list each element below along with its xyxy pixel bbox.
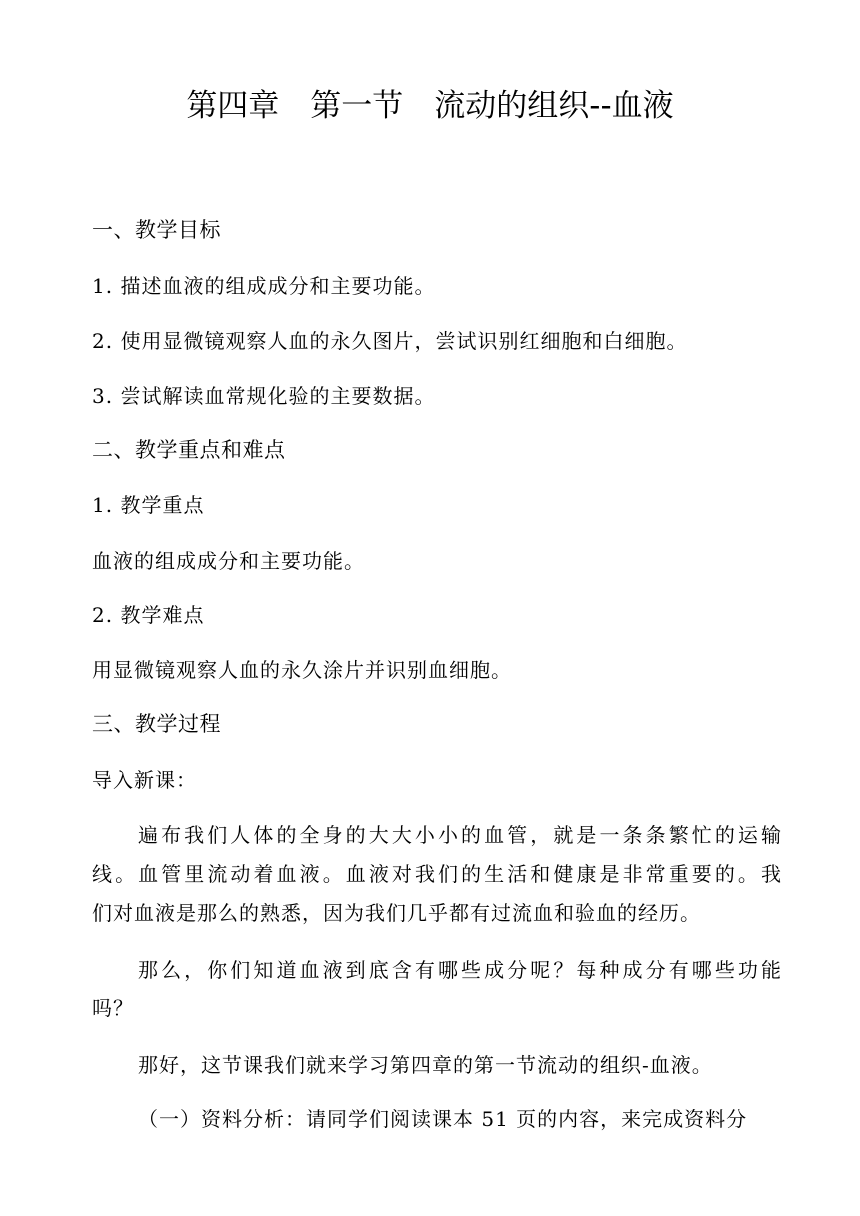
focus-label: 1. 教学重点 — [92, 493, 205, 517]
section-heading-key-points: 二、教学重点和难点 — [92, 438, 286, 462]
section-heading-objectives: 一、教学目标 — [92, 218, 221, 242]
objective-item-3: 3. 尝试解读血常规化验的主要数据。 — [92, 384, 436, 408]
objective-item-1: 1. 描述血液的组成成分和主要功能。 — [92, 274, 436, 298]
intro-label: 导入新课： — [92, 768, 197, 792]
objective-item-2: 2. 使用显微镜观察人血的永久图片，尝试识别红细胞和白细胞。 — [92, 329, 688, 353]
paragraph-2-line-1: 那么，你们知道血液到底含有哪些成分呢？每种成分有哪些功能 — [138, 958, 782, 982]
paragraph-2-line-2: 吗？ — [92, 996, 134, 1020]
paragraph-1-line-3: 们对血液是那么的熟悉，因为我们几乎都有过流血和验血的经历。 — [92, 901, 701, 925]
paragraph-1-line-2: 线。血管里流动着血液。血液对我们的生活和健康是非常重要的。我 — [92, 862, 782, 886]
section-heading-process: 三、教学过程 — [92, 712, 221, 736]
focus-text: 血液的组成成分和主要功能。 — [92, 549, 365, 573]
difficulty-label: 2. 教学难点 — [92, 603, 205, 627]
paragraph-1-line-1: 遍布我们人体的全身的大大小小的血管，就是一条条繁忙的运输 — [138, 823, 782, 847]
difficulty-text: 用显微镜观察人血的永久涂片并识别血细胞。 — [92, 658, 512, 682]
document-title: 第四章 第一节 流动的组织--血液 — [186, 88, 674, 124]
paragraph-3: 那好，这节课我们就来学习第四章的第一节流动的组织-血液。 — [138, 1053, 713, 1077]
paragraph-4: （一）资料分析：请同学们阅读课本 51 页的内容，来完成资料分 — [138, 1107, 748, 1131]
